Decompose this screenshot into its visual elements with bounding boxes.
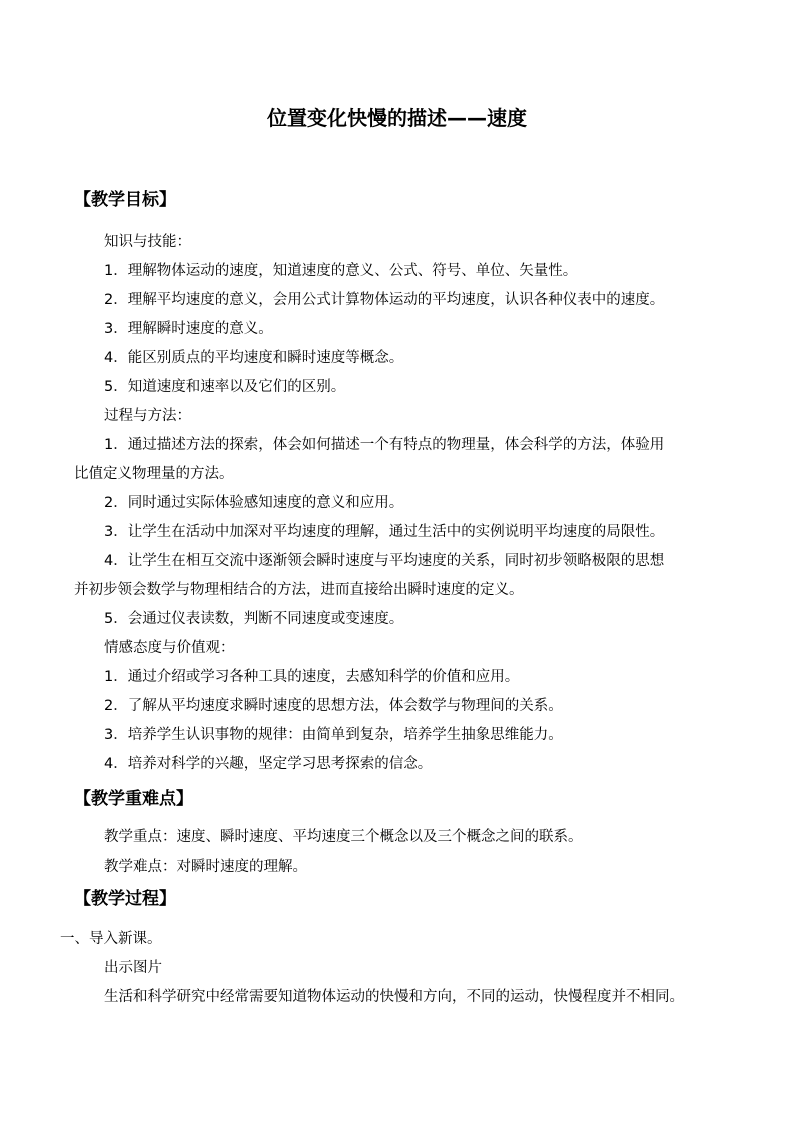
teaching-focus: 教学重点：速度、瞬时速度、平均速度三个概念以及三个概念之间的联系。 — [104, 829, 583, 845]
emotion-item: 1．通过介绍或学习各种工具的速度，去感知科学的价值和应用。 — [104, 669, 520, 685]
process-item-continued: 比值定义物理量的方法。 — [74, 466, 234, 482]
knowledge-label: 知识与技能： — [104, 234, 191, 250]
keypoints-heading: 【教学重难点】 — [74, 789, 193, 809]
knowledge-item: 3．理解瞬时速度的意义。 — [104, 321, 273, 337]
process-item: 4．让学生在相互交流中逐渐领会瞬时速度与平均速度的关系，同时初步领略极限的思想 — [104, 553, 665, 569]
process-item: 3．让学生在活动中加深对平均速度的理解，通过生活中的实例说明平均速度的局限性。 — [104, 524, 665, 540]
emotion-item: 2．了解从平均速度求瞬时速度的思想方法，体会数学与物理间的关系。 — [104, 698, 563, 714]
emotion-item: 3．培养学生认识事物的规律：由简单到复杂，培养学生抽象思维能力。 — [104, 727, 563, 743]
knowledge-item: 5．知道速度和速率以及它们的区别。 — [104, 379, 346, 395]
process-heading: 【教学过程】 — [74, 889, 176, 909]
objectives-heading: 【教学目标】 — [74, 190, 176, 210]
show-picture-text: 出示图片 — [104, 960, 162, 976]
process-item: 2．同时通过实际体验感知速度的意义和应用。 — [104, 495, 404, 511]
process-item-continued: 并初步领会数学与物理相结合的方法，进而直接给出瞬时速度的定义。 — [74, 582, 524, 598]
emotion-item: 4．培养对科学的兴趣，坚定学习思考探索的信念。 — [104, 756, 433, 772]
emotion-label: 情感态度与价值观： — [104, 640, 235, 656]
process-step: 一、导入新课。 — [60, 931, 162, 947]
knowledge-item: 4．能区别质点的平均速度和瞬时速度等概念。 — [104, 350, 404, 366]
intro-paragraph: 生活和科学研究中经常需要知道物体运动的快慢和方向，不同的运动，快慢程度并不相同。 — [104, 989, 684, 1005]
process-item: 5．会通过仪表读数，判断不同速度或变速度。 — [104, 611, 404, 627]
teaching-difficulty: 教学难点：对瞬时速度的理解。 — [104, 859, 307, 875]
document-title: 位置变化快慢的描述——速度 — [267, 106, 527, 130]
process-label: 过程与方法： — [104, 408, 191, 424]
knowledge-item: 1．理解物体运动的速度，知道速度的意义、公式、符号、单位、矢量性。 — [104, 263, 578, 279]
process-item: 1．通过描述方法的探索，体会如何描述一个有特点的物理量，体会科学的方法，体验用 — [104, 437, 665, 453]
knowledge-item: 2．理解平均速度的意义，会用公式计算物体运动的平均速度，认识各种仪表中的速度。 — [104, 292, 665, 308]
